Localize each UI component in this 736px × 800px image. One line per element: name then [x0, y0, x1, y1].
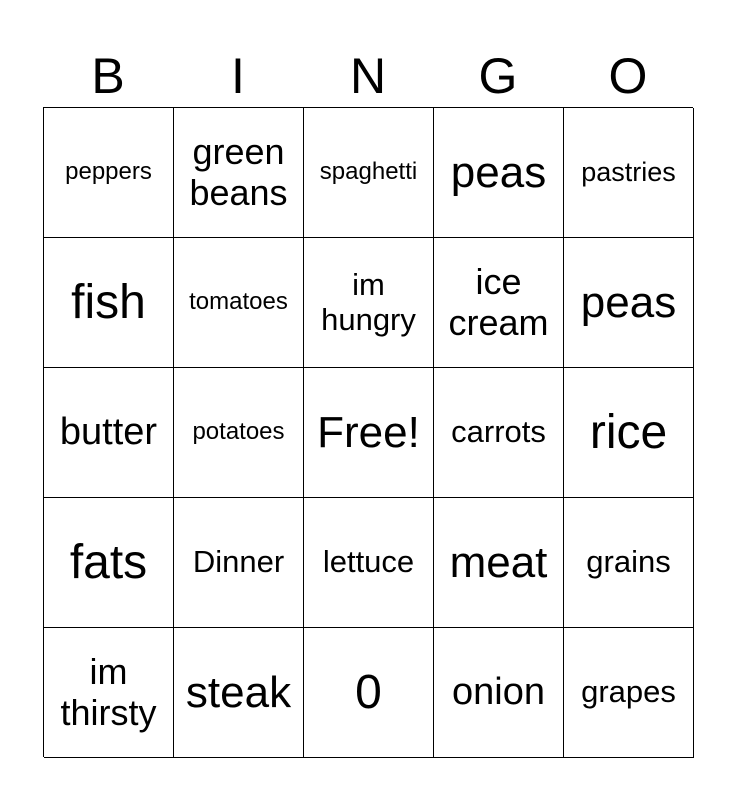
bingo-cell[interactable]: rice [564, 368, 694, 498]
bingo-cell[interactable]: fish [44, 238, 174, 368]
bingo-cell[interactable]: im thirsty [44, 628, 174, 758]
bingo-cell[interactable]: steak [174, 628, 304, 758]
bingo-cell[interactable]: grains [564, 498, 694, 628]
bingo-cell[interactable]: onion [434, 628, 564, 758]
bingo-cell[interactable]: peas [564, 238, 694, 368]
bingo-cell[interactable]: grapes [564, 628, 694, 758]
bingo-cell[interactable]: ice cream [434, 238, 564, 368]
bingo-cell[interactable]: potatoes [174, 368, 304, 498]
bingo-cell[interactable]: lettuce [304, 498, 434, 628]
bingo-cell[interactable]: fats [44, 498, 174, 628]
bingo-cell-free[interactable]: Free! [304, 368, 434, 498]
header-letter-b: B [91, 48, 125, 104]
bingo-cell[interactable]: spaghetti [304, 108, 434, 238]
bingo-header [43, 46, 693, 106]
bingo-cell[interactable]: pastries [564, 108, 694, 238]
bingo-cell[interactable]: im hungry [304, 238, 434, 368]
bingo-cell[interactable]: Dinner [174, 498, 304, 628]
bingo-cell[interactable]: carrots [434, 368, 564, 498]
bingo-cell[interactable]: peas [434, 108, 564, 238]
bingo-cell[interactable]: green beans [174, 108, 304, 238]
bingo-cell[interactable]: butter [44, 368, 174, 498]
header-letter-i: I [231, 48, 245, 104]
bingo-cell[interactable]: meat [434, 498, 564, 628]
bingo-cell[interactable]: 0 [304, 628, 434, 758]
bingo-cell[interactable]: peppers [44, 108, 174, 238]
header-letter-g: G [478, 48, 518, 104]
bingo-cell[interactable]: tomatoes [174, 238, 304, 368]
header-letter-o: O [608, 48, 648, 104]
bingo-card [43, 107, 693, 757]
header-letter-n: N [349, 48, 387, 104]
